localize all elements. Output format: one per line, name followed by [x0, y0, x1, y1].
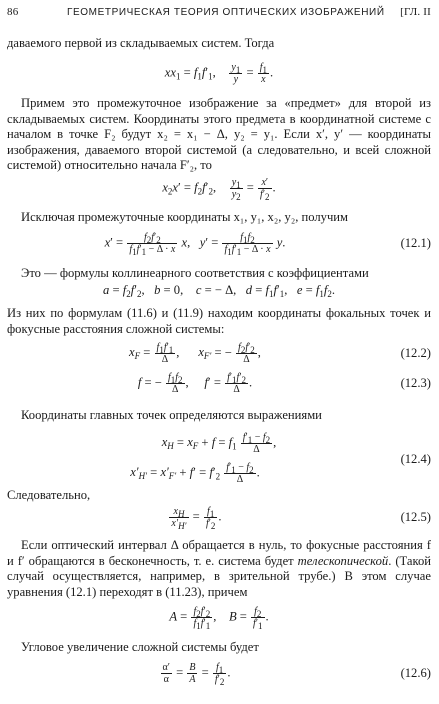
equation-12-5: $\frac{x_H}{x'_{H'}}$ = $\frac{f_1}{f'_2}$ . (12.5) [171, 506, 431, 531]
equation-number: (12.5) [400, 510, 431, 524]
paragraph-4: Это — формулы коллинеарного соответствия с коэффициентами [21, 266, 369, 280]
equation-12-1: x′ = $\frac{f_2f'_2}{f_1f'_1 - \Delta \cdot x}$ x, y′ = $\frac{f_1f_2}{f_1f'_1 - \Delta \cdot x}$ y. (12.1) [104, 232, 431, 257]
equation-intermediate-2: $x_2x' = f_2f'_2$, $\frac{y_1}{y_2}$ = $\frac{x'}{f'_2}$ . [162, 177, 276, 202]
paragraph-8 [7, 538, 431, 600]
equation-12-6: $\frac{\alpha'}{\alpha}$ = $\frac{B}{A}$ = $\frac{f_1}{f'_2}$ . (12.6) [162, 662, 431, 687]
paragraph-8-emphasis: телескопической [297, 553, 389, 568]
running-title: ГЕОМЕТРИЧЕСКАЯ ТЕОРИЯ ОПТИЧЕСКИХ ИЗОБРАЖЕНИЙ [67, 7, 385, 18]
equation-intermediate-1: $xx_1 = f_1f'_1$, $\frac{y_1}{y}$ = $\frac{f_1}{x}$ . [164, 62, 274, 85]
equation-coefficients: $a = f_2f'_2$, b = 0, c = − Δ, $d = f_1f'_1$, $e = f_1f_2$. [103, 283, 335, 299]
paragraph-6: Координаты главных точек определяются выражениями [21, 408, 322, 422]
equation-telescopic: A = $\frac{f_2f'_2}{f_1f'_1}$ , B = $\frac{f_2}{f'_1}$ . [169, 606, 269, 631]
equation-12-4a: $x_H = x_F + f = f_1$ $\frac{f'_1 - f_2}{\Delta}$ , [161, 432, 277, 455]
paragraph-2: Примем это промежуточное изображение за «предмет» для второй из складываемых систем. Координаты этого предмета в координатной системе с началом в точке F₂ будут x₂ = x₁ − Δ, y₂ = y₁. Если x′, y′ — координаты изображения, даваемого второй системой (а следовательно, и всей сложной системой) относительно начала F′₂, то [7, 96, 431, 172]
equation-number: (12.3) [400, 376, 431, 390]
chapter-label: [ГЛ. II [400, 6, 431, 18]
paragraph-7: Следовательно, [7, 488, 91, 502]
equation-number: (12.1) [400, 236, 431, 250]
equation-12-3: f = − $\frac{f_1f_2}{\Delta}$ , f′ = $\frac{f'_1f'_2}{\Delta}$ . (12.3) [137, 372, 431, 395]
paragraph-8-text-a: Если оптический интервал Δ обращается в нуль, то фокусные расстояния f и f′ обращаются в бесконечность, т. е. система будет [7, 538, 431, 568]
paragraph-5: Из них по формулам (11.6) и (11.9) находим координаты фокальных точек и фокусные расстояния сложной системы: [7, 306, 431, 336]
equation-number-12-4: (12.4) [400, 452, 431, 466]
paragraph-1: даваемого первой из складываемых систем. Тогда [7, 36, 275, 50]
document-page [7, 0, 431, 704]
paragraph-8-text-c: . (Такой случай осуществляется, например, в зрительной трубе.) В этом случае уравнения (12.1) переходят в (11.23), причем [7, 553, 431, 599]
page-number: 86 [7, 6, 19, 18]
equation-number: (12.2) [400, 346, 431, 360]
equation-12-2: $x_F$ = $\frac{f_1f'_1}{\Delta}$ , $x_{F'}$ = − $\frac{f_2f'_2}{\Delta}$ , (12.2) [129, 342, 431, 365]
paragraph-3: Исключая промежуточные координаты x₁, y₁, x₂, y₂, получим [21, 210, 349, 224]
equation-12-4b: $x'_{H'} = x'_{F'} + f' = f'_2$ $\frac{f'_1 - f_2}{\Delta}$ . [130, 462, 260, 485]
running-header [7, 5, 431, 21]
equation-number: (12.6) [400, 666, 431, 680]
paragraph-9: Угловое увеличение сложной системы будет [21, 640, 259, 654]
